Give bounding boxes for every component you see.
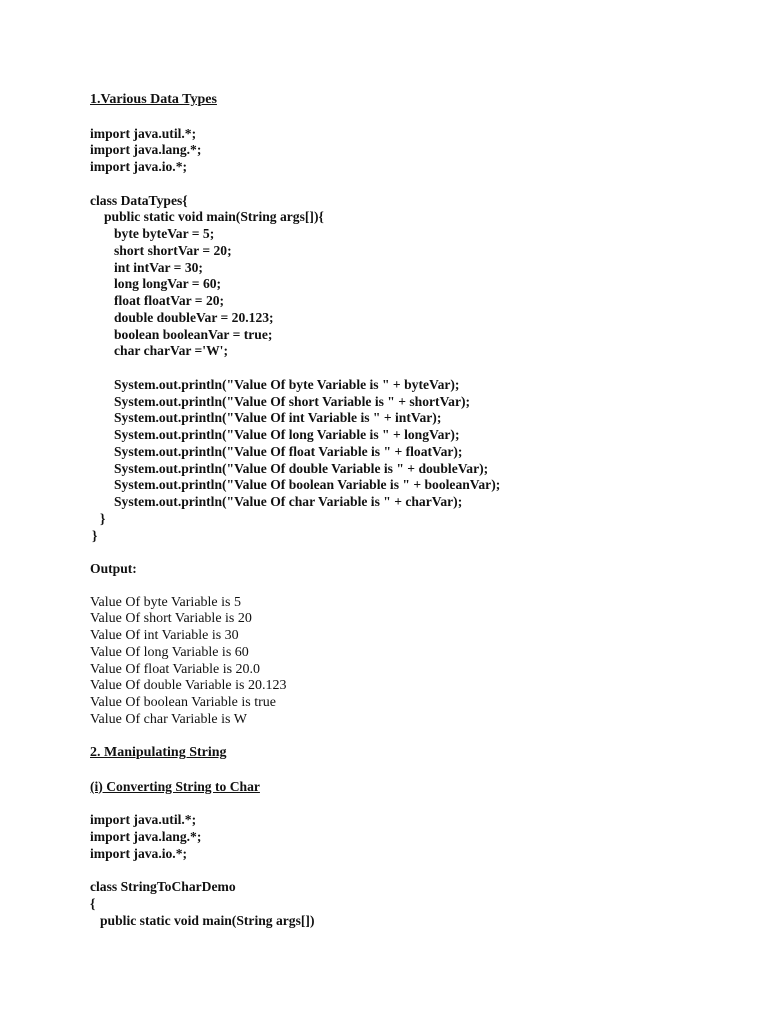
output-line: Value Of int Variable is 30 [90,628,239,643]
import-line: import java.util.*; [90,812,197,828]
code-line: byte byteVar = 5; [114,226,215,241]
code-line: long longVar = 60; [114,276,222,292]
code-line: boolean booleanVar = true; [114,326,273,342]
sub-heading-string-to-char: (i) Converting String to Char [90,778,260,794]
import-line: import java.lang.*; [90,829,202,844]
output-line: Value Of float Variable is 20.0 [90,661,261,677]
main-method-declaration: public static void main(String args[]) [100,912,315,928]
closing-brace-class: } [92,527,98,543]
output-line: Value Of byte Variable is 5 [90,594,241,610]
import-line: import java.io.*; [90,159,188,174]
section-heading-manipulating-string: 2. Manipulating String [90,745,227,761]
print-statement: System.out.println("Value Of int Variable is " + intVar); [114,410,442,426]
output-line: Value Of long Variable is 60 [90,644,249,660]
output-label: Output: [90,561,137,576]
class-declaration: class DataTypes{ [90,192,188,208]
import-line: import java.lang.*; [90,142,202,158]
print-statement: System.out.println("Value Of long Variable is " + longVar); [114,427,460,442]
code-line: short shortVar = 20; [114,242,232,258]
main-method-declaration: public static void main(String args[]){ [104,209,324,225]
print-statement: System.out.println("Value Of float Variable is " + floatVar); [114,443,463,459]
opening-brace-class: { [90,896,96,911]
section-heading-data-types: 1.Various Data Types [90,92,217,107]
document-page [90,92,730,930]
class-declaration: class StringToCharDemo [90,879,236,895]
code-line: double doubleVar = 20.123; [114,309,274,325]
import-line: import java.util.*; [90,125,197,141]
print-statement: System.out.println("Value Of byte Variable is " + byteVar); [114,376,460,392]
closing-brace-main: } [100,510,106,526]
code-line: float floatVar = 20; [114,293,225,308]
output-line: Value Of short Variable is 20 [90,611,252,627]
print-statement: System.out.println("Value Of double Variable is " + doubleVar); [114,460,489,476]
code-line: char charVar ='W'; [114,343,228,359]
output-line: Value Of char Variable is W [90,711,247,727]
code-line: int intVar = 30; [114,259,203,275]
output-line: Value Of boolean Variable is true [90,695,276,710]
print-statement: System.out.println("Value Of boolean Variable is " + booleanVar); [114,477,501,493]
output-line: Value Of double Variable is 20.123 [90,678,287,694]
print-statement: System.out.println("Value Of short Variable is " + shortVar); [114,393,471,409]
print-statement: System.out.println("Value Of char Variable is " + charVar); [114,494,463,509]
import-line: import java.io.*; [90,845,188,861]
